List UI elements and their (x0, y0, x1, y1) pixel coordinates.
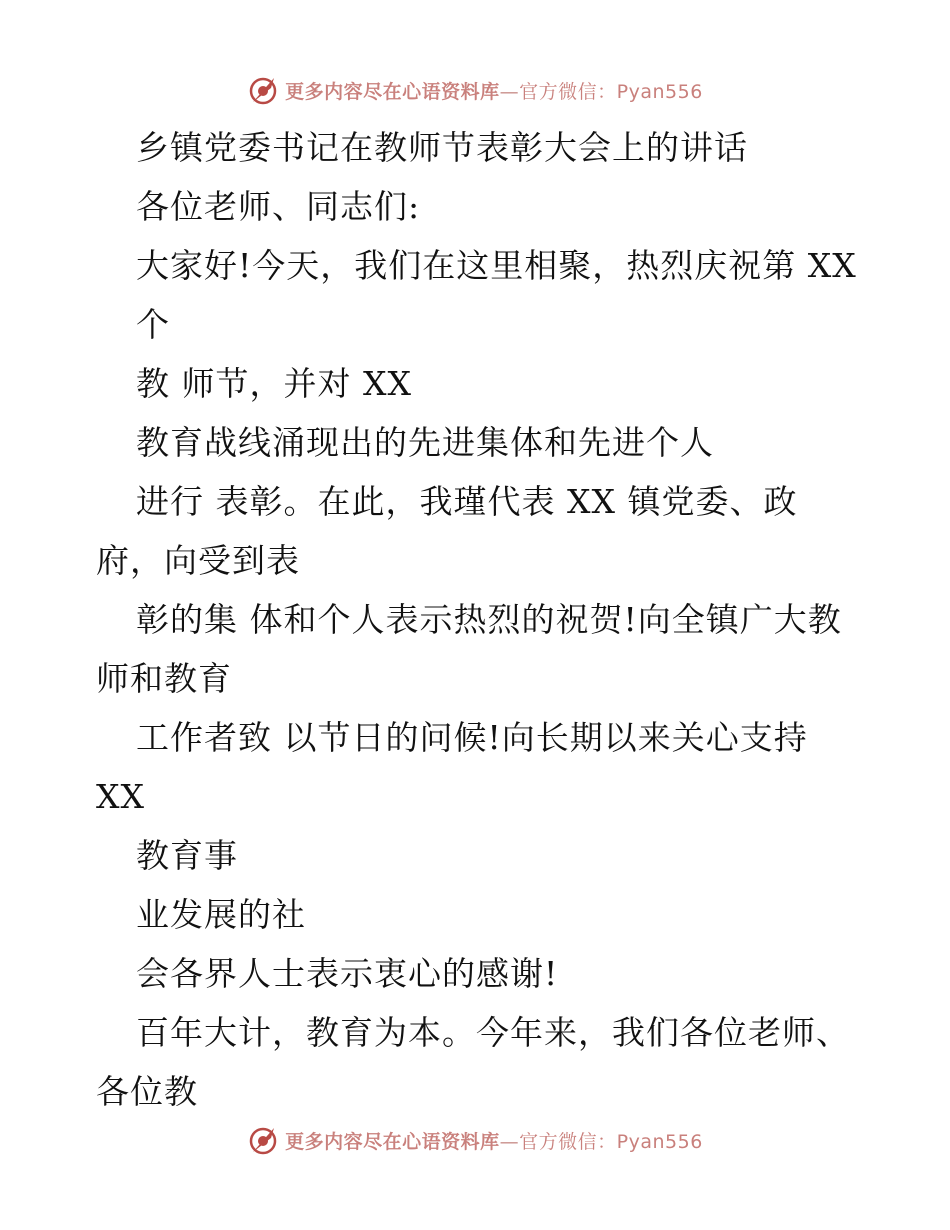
paragraph-line: 工作者致 以节日的问候!向长期以来关心支持 (136, 718, 808, 757)
salutation: 各位老师、同志们: (136, 187, 421, 226)
paragraph-line: 彰的集 体和个人表示热烈的祝贺!向全镇广大教 (136, 600, 842, 639)
paragraph-line: 师和教育 (96, 659, 232, 698)
quill-logo-icon (247, 74, 279, 106)
document-title: 乡镇党委书记在教师节表彰大会上的讲话 (136, 128, 748, 167)
paragraph-line: 大家好!今天，我们在这里相聚，热烈庆祝第 XX (136, 246, 857, 285)
paragraph-line: 府，向受到表 (96, 541, 300, 580)
watermark-inner (247, 74, 703, 106)
paragraph-line: 会各界人士表示衷心的感谢! (136, 954, 559, 993)
watermark-text: 更多内容尽在心语资料库—官方微信：Pyan556 (285, 1130, 703, 1153)
paragraph-line: 个 (136, 305, 170, 344)
paragraph-line: XX (96, 777, 145, 816)
header-watermark (0, 68, 950, 112)
paragraph-line: 教育事 (136, 836, 238, 875)
paragraph-line: 业发展的社 (136, 895, 306, 934)
paragraph-line: 教育战线涌现出的先进集体和先进个人 (136, 423, 714, 462)
watermark-inner (247, 1124, 703, 1156)
document-body (96, 118, 866, 1121)
footer-watermark (0, 1118, 950, 1162)
paragraph-line: 百年大计，教育为本。今年来，我们各位老师、 (136, 1013, 850, 1052)
paragraph-line: 教 师节，并对 XX (136, 364, 412, 403)
quill-logo-icon (247, 1124, 279, 1156)
paragraph-line: 进行 表彰。在此，我瑾代表 XX 镇党委、政 (136, 482, 798, 521)
watermark-text: 更多内容尽在心语资料库—官方微信：Pyan556 (285, 80, 703, 103)
paragraph-line: 各位教 (96, 1072, 198, 1111)
